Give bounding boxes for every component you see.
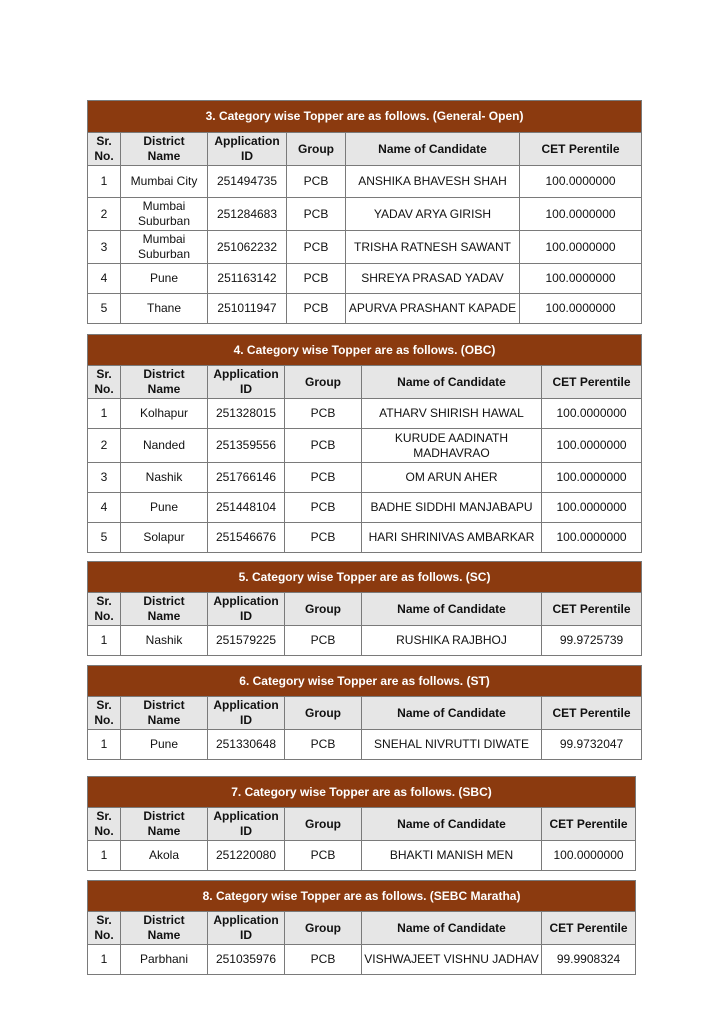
cell-district: Kolhapur	[121, 399, 208, 429]
header-application-id: Application ID	[208, 697, 285, 730]
header-group: Group	[287, 133, 346, 166]
cell-district: Solapur	[121, 523, 208, 553]
cell-cet-percentile: 100.0000000	[520, 294, 642, 324]
header-district-name: District Name	[121, 697, 208, 730]
topper-table-st	[87, 665, 642, 760]
cell-cet-percentile: 100.0000000	[520, 231, 642, 264]
cell-cet-percentile: 100.0000000	[542, 493, 642, 523]
cell-sr: 4	[88, 493, 121, 523]
table-row	[88, 463, 642, 493]
table-title: 5. Category wise Topper are as follows. (SC)	[88, 562, 642, 593]
cell-application-id: 251359556	[208, 429, 285, 463]
table-row	[88, 166, 642, 198]
cell-candidate-name: KURUDE AADINATH MADHAVRAO	[362, 429, 542, 463]
table-row	[88, 429, 642, 463]
cell-group: PCB	[287, 166, 346, 198]
cell-district: Akola	[121, 841, 208, 871]
cell-sr: 4	[88, 264, 121, 294]
cell-sr: 2	[88, 198, 121, 231]
cell-sr: 1	[88, 166, 121, 198]
header-cet-percentile: CET Perentile	[542, 912, 636, 945]
cell-application-id: 251328015	[208, 399, 285, 429]
cell-application-id: 251494735	[208, 166, 287, 198]
cell-candidate-name: RUSHIKA RAJBHOJ	[362, 626, 542, 656]
header-group: Group	[285, 912, 362, 945]
cell-district: Parbhani	[121, 945, 208, 975]
cell-sr: 1	[88, 841, 121, 871]
cell-cet-percentile: 100.0000000	[542, 841, 636, 871]
cell-group: PCB	[285, 730, 362, 760]
header-cet-percentile: CET Perentile	[520, 133, 642, 166]
cell-sr: 1	[88, 399, 121, 429]
cell-district: Pune	[121, 730, 208, 760]
topper-table-sbc	[87, 776, 636, 871]
cell-district: Nanded	[121, 429, 208, 463]
header-district-name: District Name	[121, 912, 208, 945]
header-group: Group	[285, 593, 362, 626]
cell-group: PCB	[285, 945, 362, 975]
header-candidate-name: Name of Candidate	[362, 808, 542, 841]
topper-table-sebc-maratha	[87, 880, 636, 975]
cell-candidate-name: OM ARUN AHER	[362, 463, 542, 493]
cell-cet-percentile: 100.0000000	[542, 463, 642, 493]
header-cet-percentile: CET Perentile	[542, 366, 642, 399]
topper-table-obc	[87, 334, 642, 553]
table-title: 6. Category wise Topper are as follows. (ST)	[88, 666, 642, 697]
header-sr-no: Sr. No.	[88, 912, 121, 945]
cell-candidate-name: BADHE SIDDHI MANJABAPU	[362, 493, 542, 523]
header-sr-no: Sr. No.	[88, 593, 121, 626]
cell-cet-percentile: 100.0000000	[542, 399, 642, 429]
cell-application-id: 251766146	[208, 463, 285, 493]
header-group: Group	[285, 808, 362, 841]
cell-group: PCB	[285, 626, 362, 656]
header-candidate-name: Name of Candidate	[346, 133, 520, 166]
header-cet-percentile: CET Perentile	[542, 593, 642, 626]
cell-application-id: 251163142	[208, 264, 287, 294]
table-row	[88, 264, 642, 294]
cell-sr: 1	[88, 945, 121, 975]
cell-sr: 3	[88, 463, 121, 493]
topper-table-general-open	[87, 100, 642, 324]
header-sr-no: Sr. No.	[88, 697, 121, 730]
cell-candidate-name: TRISHA RATNESH SAWANT	[346, 231, 520, 264]
header-district-name: District Name	[121, 808, 208, 841]
cell-candidate-name: ANSHIKA BHAVESH SHAH	[346, 166, 520, 198]
cell-district: Pune	[121, 493, 208, 523]
cell-district: Thane	[121, 294, 208, 324]
cell-cet-percentile: 99.9908324	[542, 945, 636, 975]
cell-candidate-name: BHAKTI MANISH MEN	[362, 841, 542, 871]
cell-application-id: 251062232	[208, 231, 287, 264]
cell-sr: 5	[88, 294, 121, 324]
cell-sr: 2	[88, 429, 121, 463]
cell-sr: 1	[88, 730, 121, 760]
table-title: 3. Category wise Topper are as follows. (General- Open)	[88, 101, 642, 133]
cell-district: Nashik	[121, 463, 208, 493]
header-application-id: Application ID	[208, 366, 285, 399]
table-row	[88, 294, 642, 324]
table-row	[88, 730, 642, 760]
cell-application-id: 251220080	[208, 841, 285, 871]
cell-group: PCB	[287, 264, 346, 294]
cell-candidate-name: HARI SHRINIVAS AMBARKAR	[362, 523, 542, 553]
cell-candidate-name: YADAV ARYA GIRISH	[346, 198, 520, 231]
header-application-id: Application ID	[208, 593, 285, 626]
cell-candidate-name: SNEHAL NIVRUTTI DIWATE	[362, 730, 542, 760]
cell-cet-percentile: 100.0000000	[542, 429, 642, 463]
cell-candidate-name: SHREYA PRASAD YADAV	[346, 264, 520, 294]
cell-candidate-name: APURVA PRASHANT KAPADE	[346, 294, 520, 324]
cell-district: Nashik	[121, 626, 208, 656]
header-district-name: District Name	[121, 593, 208, 626]
header-cet-percentile: CET Perentile	[542, 808, 636, 841]
topper-table-sc	[87, 561, 642, 656]
header-sr-no: Sr. No.	[88, 366, 121, 399]
cell-application-id: 251035976	[208, 945, 285, 975]
table-row	[88, 523, 642, 553]
header-candidate-name: Name of Candidate	[362, 366, 542, 399]
cell-district: Mumbai Suburban	[121, 198, 208, 231]
header-application-id: Application ID	[208, 808, 285, 841]
cell-cet-percentile: 99.9732047	[542, 730, 642, 760]
cell-group: PCB	[285, 463, 362, 493]
header-group: Group	[285, 697, 362, 730]
header-district-name: District Name	[121, 366, 208, 399]
cell-sr: 3	[88, 231, 121, 264]
cell-group: PCB	[285, 429, 362, 463]
cell-district: Mumbai City	[121, 166, 208, 198]
table-row	[88, 399, 642, 429]
table-row	[88, 841, 636, 871]
cell-application-id: 251284683	[208, 198, 287, 231]
header-candidate-name: Name of Candidate	[362, 593, 542, 626]
header-application-id: Application ID	[208, 133, 287, 166]
cell-group: PCB	[285, 399, 362, 429]
header-sr-no: Sr. No.	[88, 133, 121, 166]
table-row	[88, 493, 642, 523]
cell-application-id: 251448104	[208, 493, 285, 523]
table-row	[88, 626, 642, 656]
cell-cet-percentile: 100.0000000	[520, 198, 642, 231]
table-title: 7. Category wise Topper are as follows. (SBC)	[88, 777, 636, 808]
header-cet-percentile: CET Perentile	[542, 697, 642, 730]
table-row	[88, 198, 642, 231]
cell-cet-percentile: 100.0000000	[520, 166, 642, 198]
cell-application-id: 251546676	[208, 523, 285, 553]
cell-group: PCB	[287, 198, 346, 231]
table-title: 8. Category wise Topper are as follows. (SEBC Maratha)	[88, 881, 636, 912]
table-row	[88, 945, 636, 975]
cell-group: PCB	[285, 523, 362, 553]
cell-application-id: 251011947	[208, 294, 287, 324]
cell-group: PCB	[287, 231, 346, 264]
cell-application-id: 251330648	[208, 730, 285, 760]
cell-district: Pune	[121, 264, 208, 294]
cell-district: Mumbai Suburban	[121, 231, 208, 264]
table-title: 4. Category wise Topper are as follows. (OBC)	[88, 335, 642, 366]
cell-sr: 1	[88, 626, 121, 656]
table-row	[88, 231, 642, 264]
cell-candidate-name: ATHARV SHIRISH HAWAL	[362, 399, 542, 429]
header-sr-no: Sr. No.	[88, 808, 121, 841]
cell-cet-percentile: 99.9725739	[542, 626, 642, 656]
cell-group: PCB	[285, 493, 362, 523]
header-district-name: District Name	[121, 133, 208, 166]
header-application-id: Application ID	[208, 912, 285, 945]
cell-cet-percentile: 100.0000000	[542, 523, 642, 553]
cell-application-id: 251579225	[208, 626, 285, 656]
cell-sr: 5	[88, 523, 121, 553]
header-candidate-name: Name of Candidate	[362, 912, 542, 945]
cell-cet-percentile: 100.0000000	[520, 264, 642, 294]
cell-group: PCB	[285, 841, 362, 871]
header-group: Group	[285, 366, 362, 399]
cell-group: PCB	[287, 294, 346, 324]
header-candidate-name: Name of Candidate	[362, 697, 542, 730]
cell-candidate-name: VISHWAJEET VISHNU JADHAV	[362, 945, 542, 975]
